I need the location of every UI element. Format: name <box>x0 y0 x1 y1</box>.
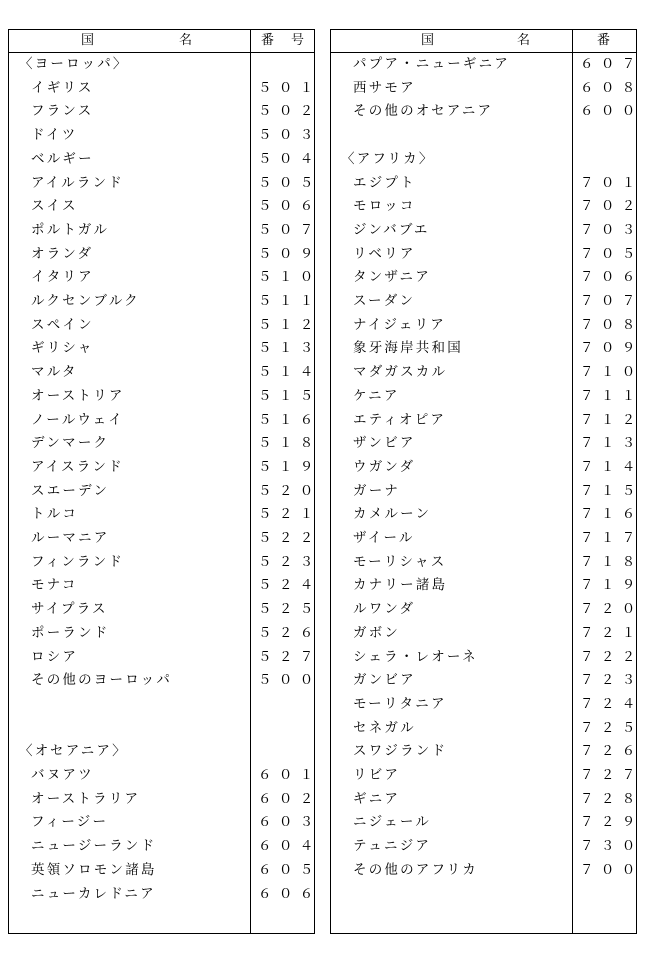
country-number: ７２６ <box>580 743 643 760</box>
country-number: ５０６ <box>258 198 321 215</box>
country-number: ７０２ <box>580 198 643 215</box>
country-number: ７１６ <box>580 506 643 523</box>
country-name: マルタ <box>31 364 78 381</box>
country-number: ７１４ <box>580 458 643 475</box>
country-name: リビア <box>353 767 401 783</box>
table-row <box>331 598 643 622</box>
country-number: ７０９ <box>580 340 643 357</box>
country-number: ７０６ <box>580 269 643 286</box>
country-number: ７２１ <box>580 624 643 641</box>
header-number <box>573 33 636 49</box>
country-name: スーダン <box>353 293 416 309</box>
country-number: ５２５ <box>258 601 321 618</box>
country-number: ５００ <box>258 672 321 689</box>
table-row <box>331 669 643 693</box>
country-name: ニューカレドニア <box>31 885 156 902</box>
table-row <box>9 669 321 693</box>
country-number: ５１５ <box>258 387 321 404</box>
country-name: ルクセンブルク <box>31 293 140 309</box>
country-number: ７２８ <box>580 790 643 807</box>
country-number: ７０３ <box>580 221 643 238</box>
country-number: ６０３ <box>258 814 321 831</box>
table-row <box>9 646 321 670</box>
country-number: ５１０ <box>258 269 321 286</box>
country-name: スワジランド <box>353 743 448 760</box>
country-name: モナコ <box>31 577 78 594</box>
country-name: ノールウェイ <box>31 411 124 428</box>
country-name: スエーデン <box>31 482 110 499</box>
table-row <box>331 290 643 314</box>
table-row <box>9 409 321 433</box>
country-number: ６０４ <box>258 838 321 855</box>
country-number: ７１３ <box>580 435 643 452</box>
country-name: ルーマニア <box>31 530 110 546</box>
country-name: フィンランド <box>31 553 125 570</box>
country-number: ５２０ <box>258 482 321 499</box>
country-name: ギリシャ <box>31 340 94 357</box>
country-name: モロッコ <box>353 198 416 215</box>
country-number: ５２２ <box>258 530 321 546</box>
country-name: アイスランド <box>31 458 124 475</box>
country-number: ７１９ <box>580 577 643 594</box>
table-row <box>331 859 643 883</box>
country-name: イタリア <box>31 269 94 286</box>
country-number: ５０２ <box>258 103 321 120</box>
country-name: ポルトガル <box>31 221 110 238</box>
table-row <box>331 551 643 575</box>
table-row <box>9 788 321 812</box>
country-name: モーリシャス <box>353 553 447 570</box>
table-row <box>9 337 321 361</box>
country-name: ザイール <box>353 530 415 546</box>
country-name: ロシア <box>31 648 79 665</box>
country-name: サイプラス <box>31 601 108 618</box>
table-row <box>9 290 321 314</box>
table-row <box>331 574 643 598</box>
country-number: ５２６ <box>258 624 321 641</box>
table-row <box>331 527 643 551</box>
header-name-char: 名 <box>517 33 531 48</box>
table-row <box>331 243 643 267</box>
country-number: ７１１ <box>580 387 643 404</box>
country-number: ７２９ <box>580 814 643 831</box>
country-name: ウガンダ <box>353 458 416 475</box>
country-number: ７１５ <box>580 482 643 499</box>
country-name: ガンビア <box>353 672 416 689</box>
country-name: 西サモア <box>353 79 416 96</box>
country-name: ケニア <box>353 387 400 404</box>
country-number: ５０７ <box>258 221 321 238</box>
table-row <box>331 740 643 764</box>
country-name: デンマーク <box>31 435 110 452</box>
table-row <box>331 385 643 409</box>
table-row <box>331 409 643 433</box>
table-row <box>9 527 321 551</box>
table-row <box>331 788 643 812</box>
country-number: ７２５ <box>580 719 643 736</box>
table-row <box>9 456 321 480</box>
table-row <box>9 77 321 101</box>
country-name: バヌアツ <box>31 767 94 783</box>
country-number: ７２３ <box>580 672 643 689</box>
table-row <box>331 717 643 741</box>
country-name: アイルランド <box>31 174 124 191</box>
table-row <box>331 480 643 504</box>
country-name: トルコ <box>31 506 79 523</box>
country-number: ７１８ <box>580 553 643 570</box>
table-row <box>9 148 321 172</box>
country-number: ６０７ <box>580 56 643 72</box>
country-name: その他のアフリカ <box>353 861 478 878</box>
country-name: その他のヨーロッパ <box>31 672 173 689</box>
country-name: テュニジア <box>353 838 432 855</box>
country-name: 象牙海岸共和国 <box>353 340 463 357</box>
country-name: ニュージーランド <box>31 838 157 855</box>
table-row <box>9 124 321 148</box>
table-row <box>331 219 643 243</box>
country-number: ５１３ <box>258 340 321 357</box>
country-name: パプア・ニューギニア <box>353 56 510 72</box>
country-name: スイス <box>31 198 78 215</box>
blank-row <box>331 124 636 148</box>
country-name: シェラ・レオーネ <box>353 648 478 665</box>
country-name: ギニア <box>353 790 401 807</box>
region-heading-row <box>331 148 636 172</box>
table-row <box>331 646 643 670</box>
table-row <box>9 361 321 385</box>
region-heading-row <box>9 740 314 764</box>
table-row <box>9 100 321 124</box>
table-row <box>9 219 321 243</box>
region-name: 〈オセアニア〉 <box>19 743 128 760</box>
country-name: 英領ソロモン諸島 <box>31 861 157 878</box>
table-row <box>9 432 321 456</box>
country-name: その他のオセアニア <box>353 103 494 120</box>
country-number: ５１２ <box>258 316 321 333</box>
table-row <box>331 172 643 196</box>
country-number: ７０５ <box>580 245 643 262</box>
table-row <box>331 100 643 124</box>
table-row <box>9 811 321 835</box>
country-number: ５１６ <box>258 411 321 428</box>
country-name: スペイン <box>31 316 94 333</box>
table-row <box>331 432 643 456</box>
table-row <box>9 172 321 196</box>
country-name: ガーナ <box>353 482 401 499</box>
country-name: カメルーン <box>353 506 432 523</box>
country-number: ７０７ <box>580 293 643 309</box>
table-row <box>9 835 321 859</box>
country-number: ５２３ <box>258 553 321 570</box>
country-name: ポーランド <box>31 624 110 641</box>
table-row <box>9 574 321 598</box>
country-number: ５２１ <box>258 506 321 523</box>
table-header <box>331 30 636 53</box>
header-number <box>251 33 314 49</box>
region-name: 〈アフリカ〉 <box>341 150 435 167</box>
country-name: ガボン <box>353 624 401 641</box>
table-row <box>9 551 321 575</box>
country-number: ５２７ <box>258 648 321 665</box>
country-number: ７２０ <box>580 601 643 618</box>
country-name: イギリス <box>31 79 94 96</box>
region-name: 〈ヨーロッパ〉 <box>19 56 129 72</box>
table-row <box>331 314 643 338</box>
country-name: リベリア <box>353 245 416 262</box>
table-row <box>9 385 321 409</box>
table-row <box>331 622 643 646</box>
country-number: ６０２ <box>258 790 321 807</box>
header-country-name <box>331 33 572 49</box>
country-number: ７１２ <box>580 411 643 428</box>
country-number: ６００ <box>580 103 643 120</box>
country-number: ６０６ <box>258 885 321 902</box>
table-row <box>331 503 643 527</box>
table-row <box>331 195 643 219</box>
header-number-char: 番 <box>261 33 275 48</box>
table-row <box>331 361 643 385</box>
country-name: マダガスカル <box>353 364 448 381</box>
table-row <box>9 195 321 219</box>
right-country-table <box>330 29 643 934</box>
country-name: エジプト <box>353 174 416 191</box>
country-number: ５０５ <box>258 174 321 191</box>
country-number: ５０３ <box>258 127 321 144</box>
country-name: タンザニア <box>353 269 431 286</box>
country-name: ザンビア <box>353 435 416 452</box>
table-row <box>9 598 321 622</box>
header-name-char: 国 <box>81 33 95 48</box>
country-name: オランダ <box>31 245 94 262</box>
table-row <box>331 835 643 859</box>
table-row <box>331 764 643 788</box>
table-row <box>331 77 643 101</box>
table-row <box>331 266 643 290</box>
header-country-name <box>9 33 250 49</box>
header-number-char: 号 <box>291 33 305 48</box>
country-number: ７０１ <box>580 174 643 191</box>
country-number: ６０８ <box>580 79 643 96</box>
blank-row <box>9 693 314 717</box>
table-row <box>331 811 643 835</box>
header-number-char: 番 <box>597 33 611 48</box>
country-number: ６０１ <box>258 767 321 783</box>
header-name-char: 名 <box>179 33 193 48</box>
country-number: ５０９ <box>258 245 321 262</box>
table-row <box>9 622 321 646</box>
country-name: カナリー諸島 <box>353 577 448 594</box>
country-name: オーストラリア <box>31 790 141 807</box>
table-row <box>9 314 321 338</box>
table-header <box>9 30 314 53</box>
country-number: ７１０ <box>580 364 643 381</box>
country-name: フィージー <box>31 814 109 831</box>
country-number: ７２４ <box>580 695 643 712</box>
country-number: ５１８ <box>258 435 321 452</box>
table-row <box>331 53 643 77</box>
country-number: ５２４ <box>258 577 321 594</box>
country-name: ドイツ <box>31 127 78 144</box>
country-name: セネガル <box>353 719 416 736</box>
country-number: ７０８ <box>580 316 643 333</box>
country-name: オーストリア <box>31 387 125 404</box>
country-number: ７１７ <box>580 530 643 546</box>
country-number: ５１１ <box>258 293 321 309</box>
country-number: ６０５ <box>258 861 321 878</box>
table-row <box>9 480 321 504</box>
country-number: ７２７ <box>580 767 643 783</box>
blank-row <box>9 717 314 741</box>
country-number: ５０１ <box>258 79 321 96</box>
table-row <box>331 456 643 480</box>
country-number: ５１９ <box>258 458 321 475</box>
table-row <box>9 243 321 267</box>
header-name-char: 国 <box>421 33 435 48</box>
country-name: ニジェール <box>353 814 431 831</box>
country-name: ジンバブエ <box>353 221 430 238</box>
table-row <box>9 764 321 788</box>
country-name: フランス <box>31 103 94 120</box>
region-heading-row <box>9 53 314 77</box>
table-row <box>331 337 643 361</box>
country-number: ５１４ <box>258 364 321 381</box>
table-row <box>9 503 321 527</box>
country-number: ５０４ <box>258 150 321 167</box>
country-name: エティオピア <box>353 411 447 428</box>
country-name: ナイジェリア <box>353 316 446 333</box>
country-name: ベルギー <box>31 150 94 167</box>
country-number: ７２２ <box>580 648 643 665</box>
table-row <box>9 883 321 907</box>
country-name: モーリタニア <box>353 695 447 712</box>
table-row <box>9 859 321 883</box>
country-number: ７３０ <box>580 838 643 855</box>
left-country-table <box>8 29 321 934</box>
country-name: ルワンダ <box>353 601 416 618</box>
table-row <box>9 266 321 290</box>
country-number: ７００ <box>580 861 643 878</box>
table-row <box>331 693 643 717</box>
